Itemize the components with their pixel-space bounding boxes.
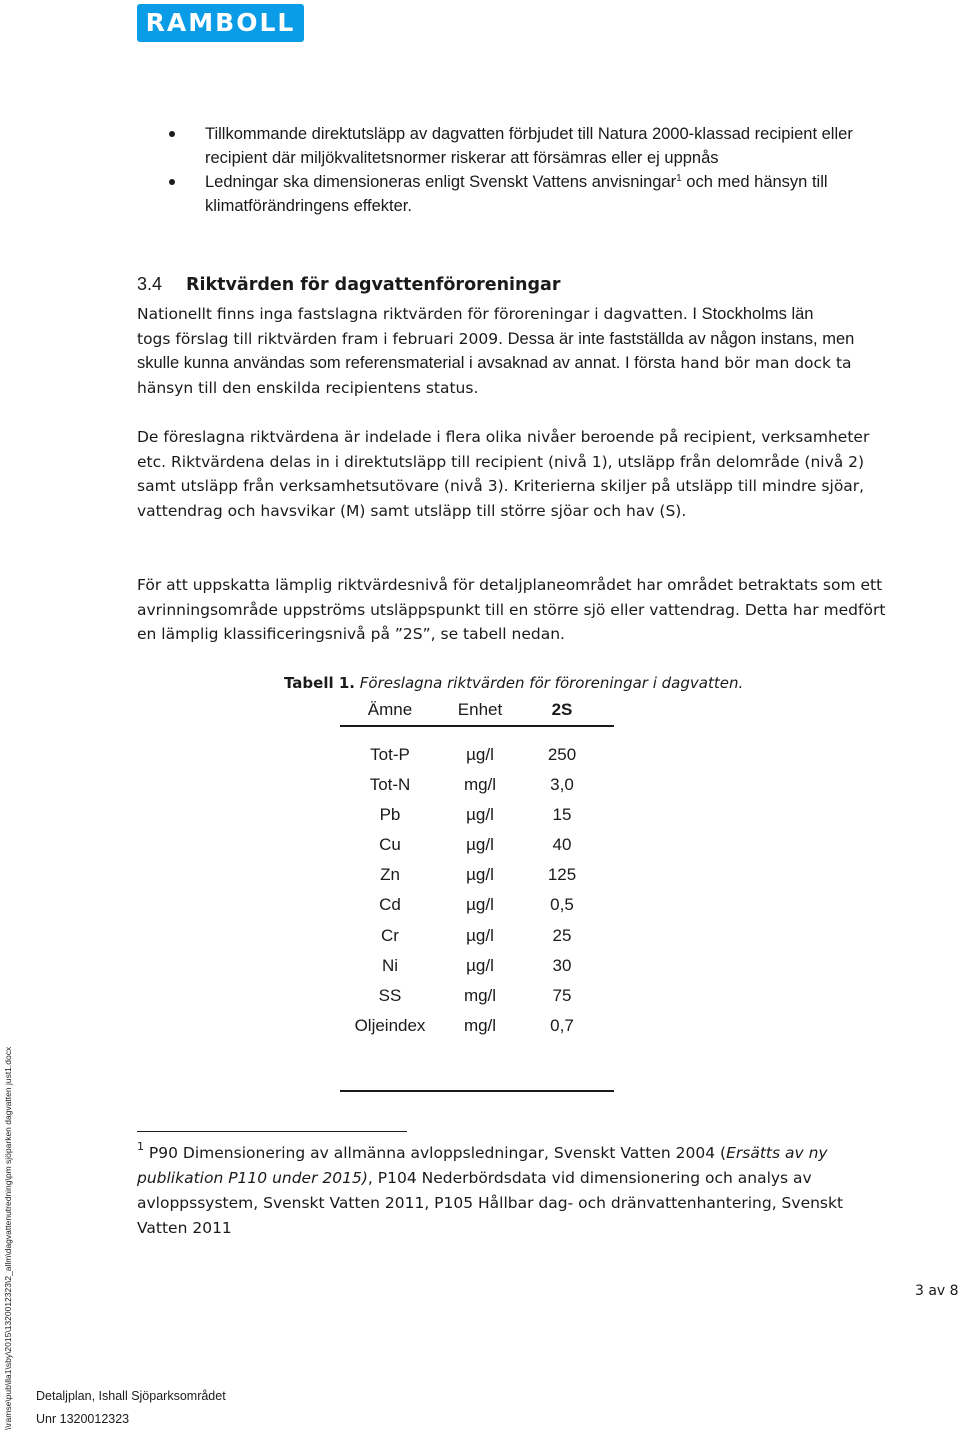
cell: Ni (381, 955, 399, 975)
cell: Cu (379, 835, 401, 855)
footnote-ref[interactable]: 1 (676, 173, 682, 184)
p1-text-d: Dessa är inte fastställda av någon instans, men skulle kunna användas som referensmaterial i avsaknad av annat. (137, 329, 855, 372)
bullet-dot-icon (169, 131, 175, 137)
table-row (340, 890, 614, 920)
cell: 125 (547, 865, 577, 885)
p1-text-b: I Stockholms län (687, 305, 814, 323)
table-row (340, 770, 614, 800)
cell: Cr (381, 925, 399, 945)
cell: µg/l (466, 835, 494, 855)
header-cell: 2S (551, 700, 573, 719)
cell: 0,7 (550, 1015, 574, 1035)
bullet-list (165, 122, 895, 218)
cell: Cd (379, 895, 401, 915)
cell: µg/l (466, 805, 494, 825)
footnote-separator (137, 1131, 407, 1132)
cell: 3,0 (550, 775, 574, 795)
cell: µg/l (466, 865, 494, 885)
header-cell: Enhet (457, 700, 503, 719)
pollutant-table (340, 695, 614, 1041)
cell: 15 (552, 805, 572, 825)
paragraph-3: För att uppskatta lämplig riktvärdesnivå för detaljplaneområdet har området betraktats som ett avrinningsområde uppströms utsläppspunkt till en större sjö eller vattendrag. Detta har medfört en lämplig klassificeringsnivå på ”2S”, se tabell nedan. (137, 576, 886, 643)
cell: mg/l (463, 1015, 497, 1035)
p1-text-e: I första (620, 354, 676, 372)
table-row (340, 830, 614, 860)
table-row (340, 860, 614, 890)
cell: Tot-N (369, 775, 411, 795)
cell: Tot-P (370, 745, 410, 764)
table-caption-label: Tabell 1. (284, 674, 355, 692)
table-row (340, 951, 614, 981)
page-number: 3 av 8 (915, 1283, 959, 1299)
cell: Zn (380, 865, 400, 885)
table-caption-text: Föreslagna riktvärden för föroreningar i dagvatten. (359, 674, 744, 692)
p1-text-f: hand bör man dock ta hänsyn till den enskilda recipientens status. (137, 354, 852, 397)
header-cell: Ämne (367, 700, 413, 719)
table-row (340, 800, 614, 830)
file-path: \\ramse\pub\lla1\sby\2015\1320012323\2_allm\dagvattenutredning\pm sjöparken dagvatten just1.docx (3, 1046, 13, 1430)
cell: mg/l (463, 775, 497, 795)
footnote-text-italic: Ersätts av ny publikation P110 under 2015) (137, 1144, 828, 1187)
section-heading (137, 272, 560, 297)
table-body (340, 727, 614, 1041)
table-bottom-rule (340, 1090, 614, 1092)
bullet-text: Ledningar ska dimensioneras enligt Svenskt Vattens anvisningar (205, 173, 677, 191)
table-row (340, 981, 614, 1011)
bullet-dot-icon (169, 179, 175, 185)
footer-project: Detaljplan, Ishall Sjöparksområdet (36, 1389, 226, 1403)
footnote (137, 1141, 897, 1241)
cell: µg/l (466, 895, 494, 915)
cell: 0,5 (550, 895, 574, 915)
table-caption (284, 672, 743, 694)
section-title: Riktvärden för dagvattenföroreningar (186, 275, 561, 295)
cell: 75 (552, 985, 572, 1005)
cell: µg/l (466, 745, 494, 764)
footnote-marker: 1 (137, 1140, 144, 1153)
cell: Pb (379, 805, 401, 825)
cell: mg/l (463, 985, 497, 1005)
cell: µg/l (466, 925, 494, 945)
table-header (340, 695, 614, 727)
cell: Oljeindex (354, 1015, 426, 1035)
bullet-item (165, 170, 895, 218)
cell: 30 (552, 955, 572, 975)
cell: µg/l (466, 955, 494, 975)
ramboll-logo: RAMBOLL (137, 4, 304, 42)
table-row (340, 1011, 614, 1041)
table-row (340, 921, 614, 951)
bullet-text: Tillkommande direktutsläpp av dagvatten förbjudet till Natura 2000-klassad recipient eller recipient där miljökvalitetsnormer riskerar att försämras eller ej uppnås (205, 125, 853, 167)
p1-text-c: togs förslag till riktvärden fram i februari 2009. (137, 329, 504, 348)
footer-unr: Unr 1320012323 (36, 1412, 130, 1426)
cell: 25 (552, 925, 572, 945)
cell: 40 (552, 835, 572, 855)
table-row (340, 740, 614, 770)
footnote-text-b: , P104 Nederbördsdata vid dimensionering och analys av avloppssystem, Svenskt Vatten 2011, P105 Hållbar dag- och dränvattenhantering, Svenskt Vatten 2011 (137, 1169, 844, 1237)
cell: 250 (547, 745, 577, 764)
bullet-item (165, 122, 895, 170)
p1-text-a: Nationellt finns inga fastslagna riktvärden för föroreningar i dagvatten. (137, 305, 688, 323)
footnote-text-a: P90 Dimensionering av allmänna avloppsledningar, Svenskt Vatten 2004 ( (144, 1144, 727, 1162)
section-number: 3.4 (137, 274, 163, 294)
bullet-text-cont: och med hänsyn till klimatförändringens effekter. (205, 173, 828, 215)
cell: SS (378, 985, 402, 1005)
paragraph-1 (137, 302, 897, 400)
paragraph-2: De föreslagna riktvärdena är indelade i flera olika nivåer beroende på recipient, verksamheter etc. Riktvärdena delas in i direktutsläpp till recipient (nivå 1), utsläpp från delområde (nivå 2) samt utsläpp från verksamhetsutövare (nivå 3). Kriterierna skiljer på utsläpp till mindre sjöar, vattendrag och havsvikar (M) samt utsläpp till större sjöar och hav (S). (137, 428, 870, 520)
